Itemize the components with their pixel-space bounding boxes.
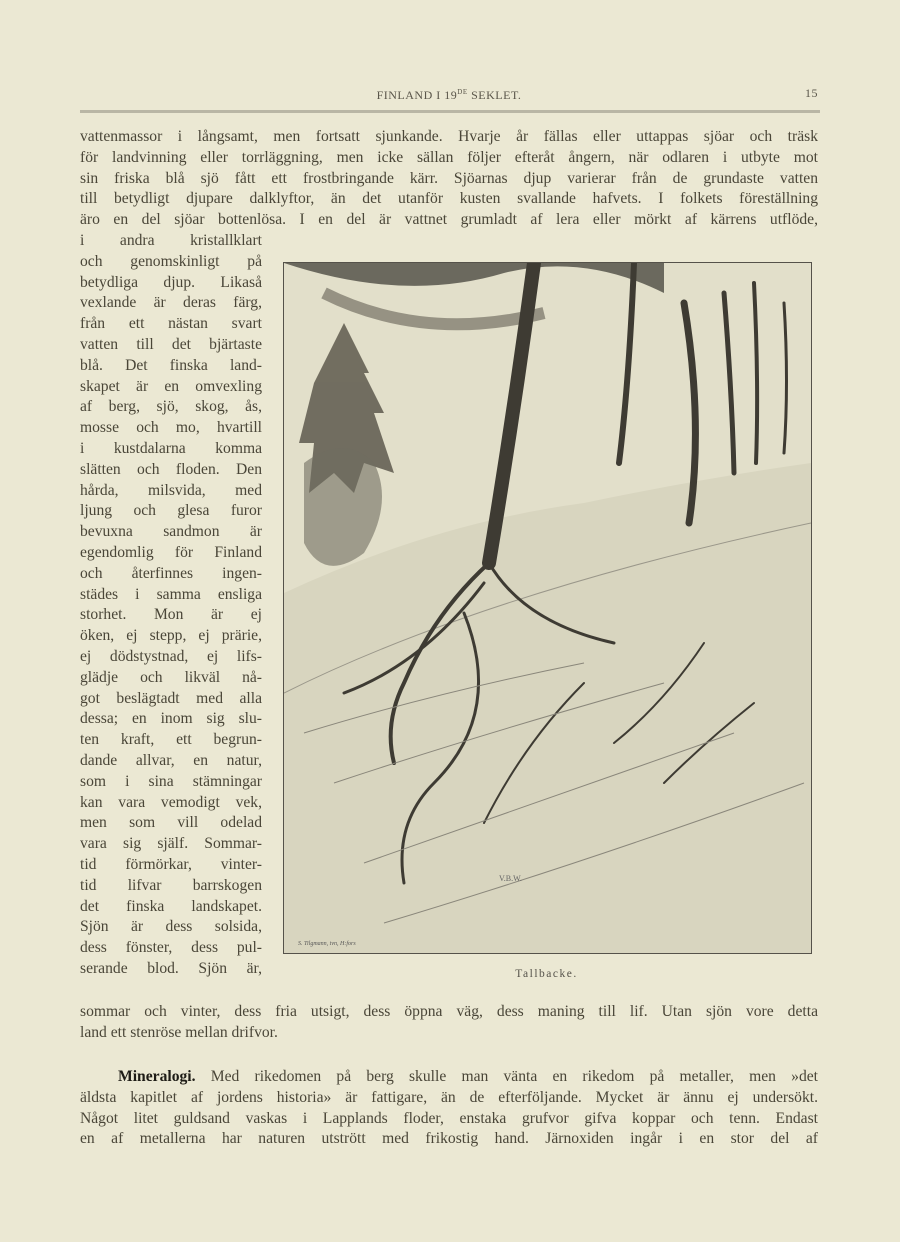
text-line: öken, ej stepp, ej prärie, [80, 627, 262, 645]
text-line: storhet. Mon är ej [80, 606, 262, 624]
text-line: Sjön är dess solsida, [80, 918, 262, 936]
text-line: det finska landskapet. [80, 897, 262, 915]
text-line: vatten till det bjärtaste [80, 336, 262, 353]
text-line: egendomlig för Finland [80, 544, 262, 561]
illustration-pine-hill [283, 262, 812, 954]
text-line: och återfinnes ingen- [80, 564, 262, 582]
text-line: som i sina stämningar [80, 772, 262, 790]
text-line: kan vara vemodigt vek, [80, 793, 262, 811]
text-line: betydliga djup. Likaså [80, 273, 262, 291]
artist-mark: V.B.W. [499, 874, 522, 883]
text-run: Med rikedomen på berg skulle man vänta en rikedom på metaller, men »det [195, 1068, 818, 1085]
text-line: till betydligt djupare dalklyftor, än det utanför kusten svallande hafvets. I folkets föreställning [80, 190, 818, 208]
running-header [80, 86, 818, 106]
text-line: städes i samma ensliga [80, 585, 262, 603]
text-line: blå. Det finska land- [80, 356, 262, 374]
text-line: i kustdalarna komma [80, 440, 262, 457]
text-line: hårda, milsvida, med [80, 481, 262, 499]
pine-hill-drawing [284, 263, 811, 953]
text-line: land ett stenröse mellan drifvor. [80, 1023, 278, 1041]
text-line: tid lifvar barrskogen [80, 876, 262, 894]
text-line: från ett nästan svart [80, 315, 262, 333]
text-line: i andra kristallklart [80, 232, 262, 249]
text-line: glädje och likväl nå- [80, 668, 262, 686]
text-line: ten kraft, ett begrun- [80, 731, 262, 749]
text-line: vexlande är deras färg, [80, 294, 262, 312]
section-heading-mineralogi: Mineralogi. [118, 1068, 196, 1085]
text-line: skapet är en omvexling [80, 377, 262, 395]
running-title [80, 88, 818, 103]
text-line: dessa; en inom sig slu- [80, 710, 262, 728]
text-line: äldsta kapitlet af jordens historia» är fattigare, än de efterföljande. Mycket är ännu ej undersökt. [80, 1088, 818, 1106]
title-text-end: SEKLET. [467, 88, 522, 102]
text-line: vara sig själf. Sommar- [80, 835, 262, 853]
text-line: dess fönster, dess pul- [80, 939, 262, 957]
text-line: ej dödstystnad, ej lifs- [80, 648, 262, 665]
text-line: och genomskinligt på [80, 252, 262, 270]
text-line: Något litet guldsand vaskas i Lapplands floder, enstaka grufvor gifva koppar och tenn. Endast [80, 1109, 818, 1127]
text-line: vattenmassor i långsamt, men fortsatt sjunkande. Hvarje år fällas eller uttappas sjöar och träsk [80, 128, 818, 145]
header-rule [80, 110, 820, 113]
text-line: sommar och vinter, dess fria utsigt, dess öppna väg, dess maning till lif. Utan sjön vore detta [80, 1003, 818, 1020]
text-line: mosse och mo, hvartill [80, 419, 262, 437]
text-line: tid förmörkar, vinter- [80, 856, 262, 873]
title-text: FINLAND I 19 [376, 88, 458, 102]
text-line: serande blod. Sjön är, [80, 960, 262, 977]
text-line: för landvinning eller torrläggning, men icke sällan följer efteråt ångern, när odlaren i utbyte mot [80, 148, 818, 166]
text-line: ljung och glesa furor [80, 502, 262, 520]
mineral-paragraph-first-line [118, 1067, 818, 1087]
title-superscript: DE [457, 88, 468, 96]
text-line: slätten och floden. Den [80, 460, 262, 478]
text-line: sin friska blå sjö fått ett frostbringande kärr. Sjöarnas djup varierar från de grundaste vatten [80, 169, 818, 187]
page-number: 15 [805, 86, 818, 100]
engraver-signature: S. Tilgmann, tvn, H:fors [298, 941, 356, 947]
figure-caption: Tallbacke. [515, 968, 578, 980]
text-line: got beslägtadt med alla [80, 689, 262, 707]
text-line: äro en del sjöar bottenlösa. I en del är vattnet grumladt af lera eller mörkt af kärrens utflöde, [80, 211, 818, 229]
text-line: men som vill odelad [80, 814, 262, 832]
text-line: bevuxna sandmon är [80, 523, 262, 541]
text-line: af berg, sjö, skog, ås, [80, 398, 262, 416]
text-line: dande allvar, en natur, [80, 752, 262, 769]
text-line: en af metallerna har naturen utstrött med frikostig hand. Järnoxiden ingår i en stor del af [80, 1130, 818, 1148]
